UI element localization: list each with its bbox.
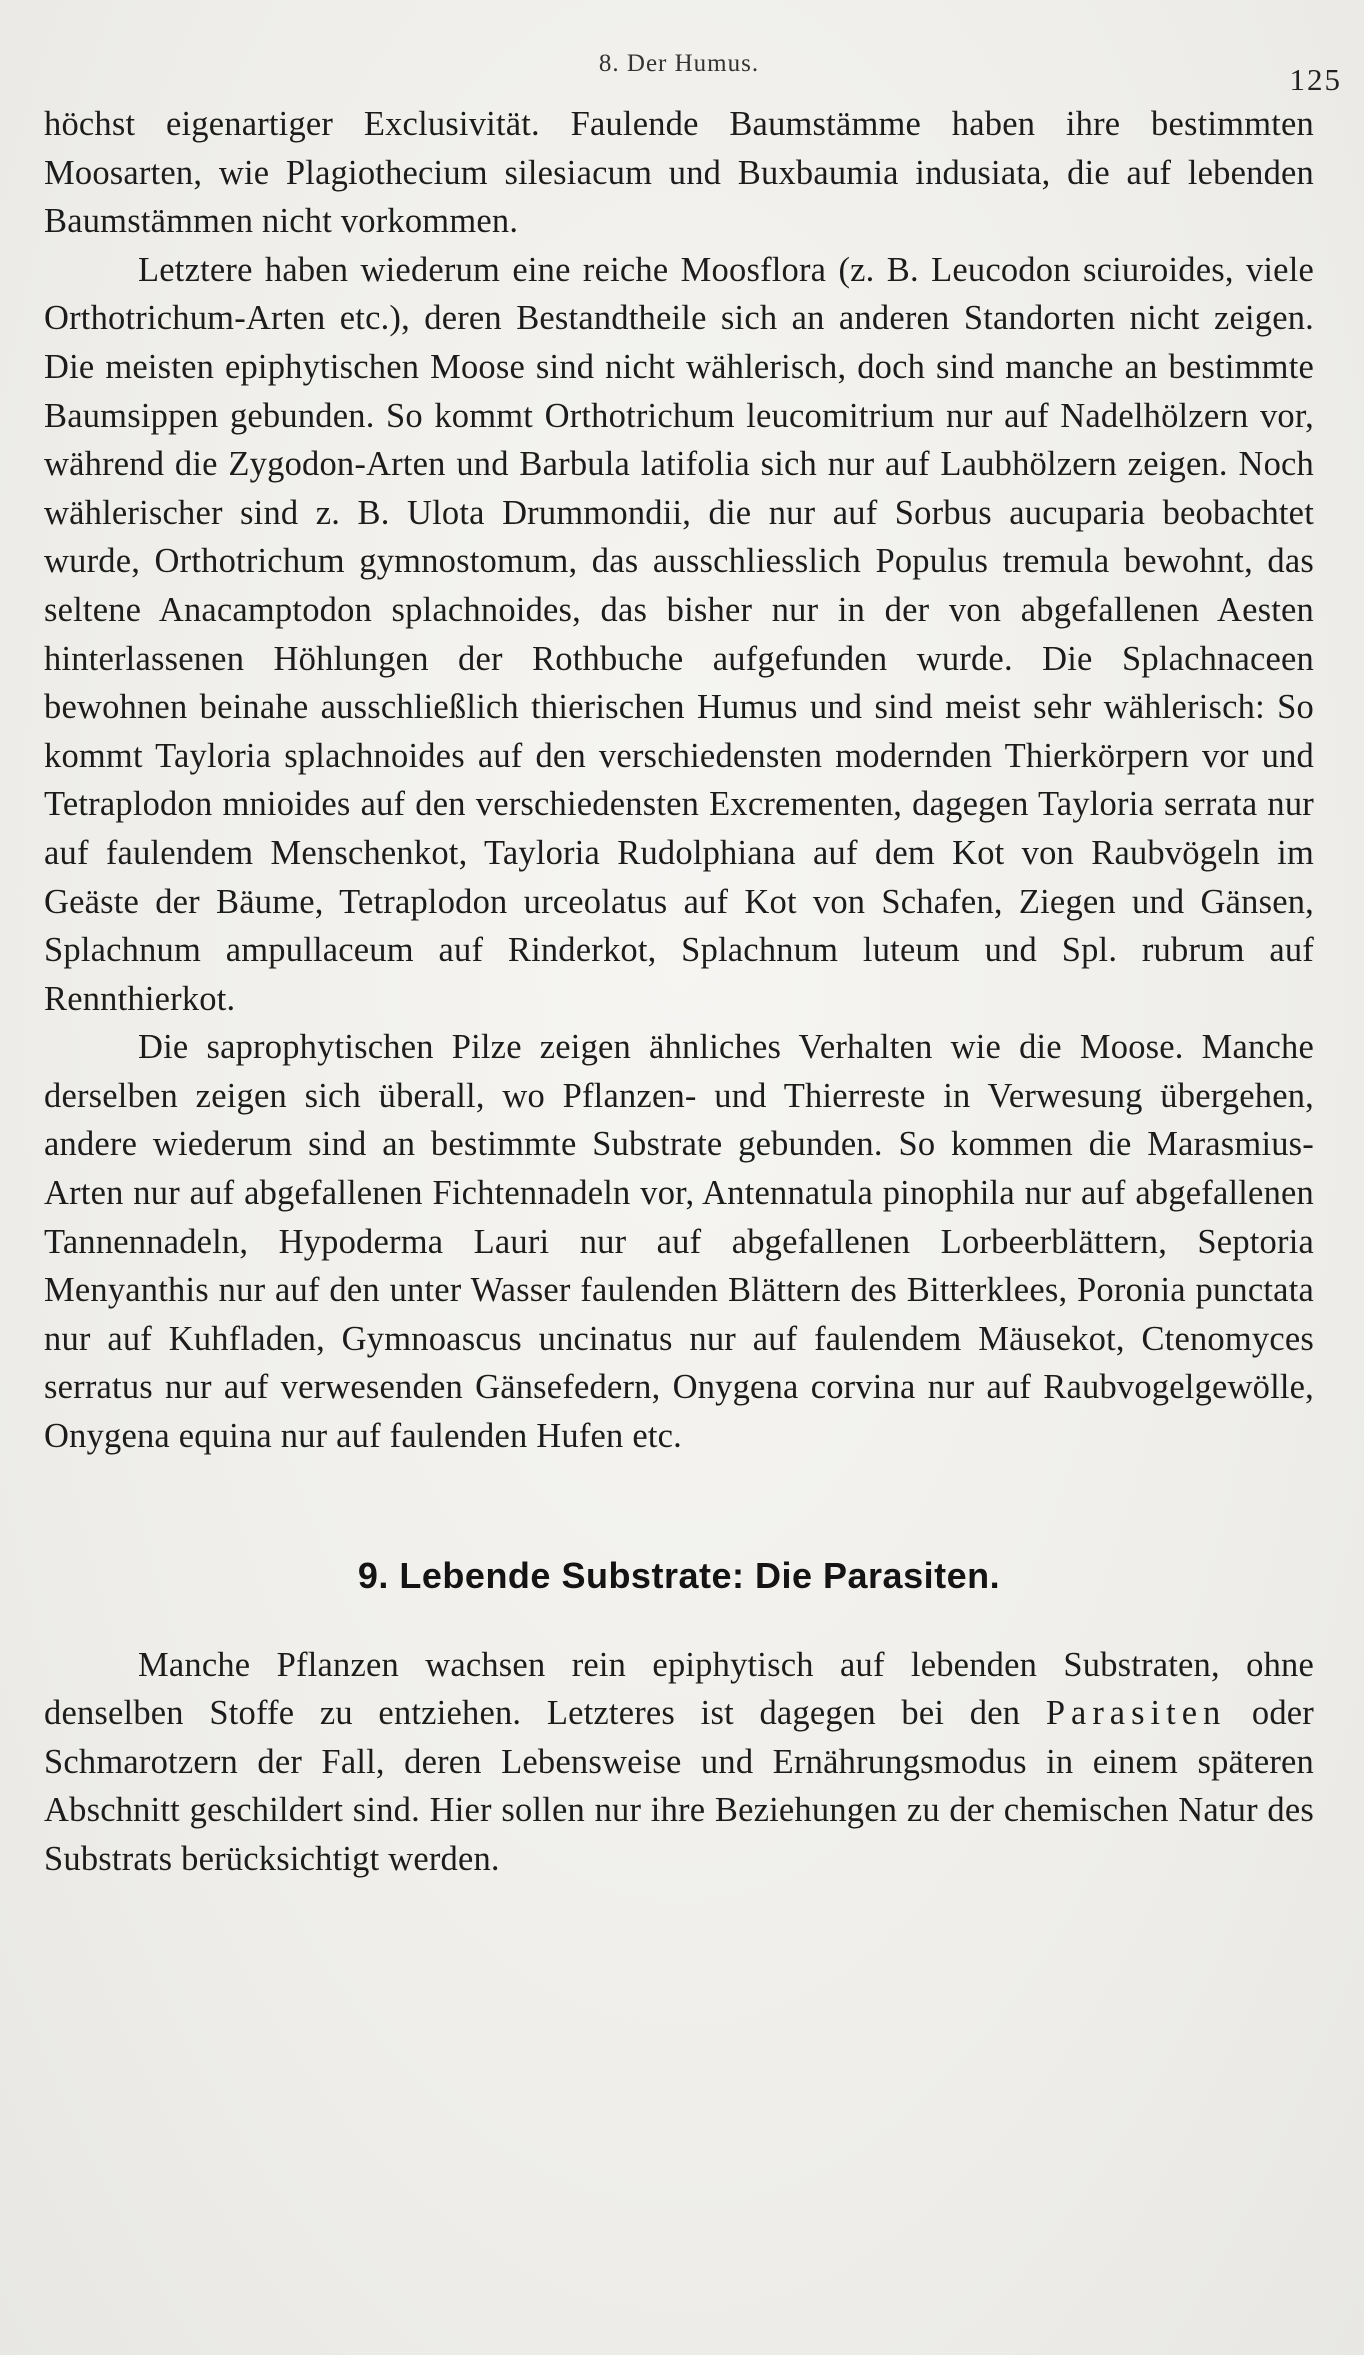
page-number: 125 bbox=[1289, 62, 1342, 97]
paragraph-parasites-part1: Manche Pflanzen wachsen rein epiphytisch auf lebenden Substraten, ohne denselben Stoffe zu entziehen. Letzteres ist dagegen bei den bbox=[44, 1645, 1314, 1733]
paragraph-continuation: höchst eigenartiger Exclusivität. Faulende Baumstämme haben ihre bestimmten Moosarten, wie Plagiothecium silesiacum und Buxbaumia indusiata, die auf lebenden Baumstämmen nicht vorkommen. bbox=[44, 105, 1314, 241]
paragraph-parasites-part2: oder Schmarotzern der Fall, deren Lebensweise und Ernährungsmodus in einem späteren Abschnitt geschildert sind. Hier sollen nur ihre Beziehungen zu der chemischen Natur des Substrats berücksichtigt werden. bbox=[44, 1694, 1314, 1878]
running-title: 8. Der Humus. bbox=[598, 50, 760, 77]
body-text bbox=[44, 100, 1314, 1884]
paragraph-parasites bbox=[44, 1641, 1314, 1884]
running-head bbox=[44, 40, 1342, 100]
book-page bbox=[44, 40, 1342, 1884]
paragraph-moss-epiphytes: Letztere haben wiederum eine reiche Moosflora (z. B. Leucodon sciuroides, viele Orthotrichum-Arten etc.), deren Bestandtheile sich an anderen Standorten nicht zeigen. Die meisten epiphytischen Moose sind nicht wählerisch, doch sind manche an bestimmte Baumsippen gebunden. So kommt Orthotrichum leucomitrium nur auf Nadelhölzern vor, während die Zygodon-Arten und Barbula latifolia sich nur auf Laubhölzern zeigen. Noch wählerischer sind z. B. Ulota Drummondii, die nur auf Sorbus aucuparia beobachtet wurde, Orthotrichum gymnostomum, das ausschliesslich Populus tremula bewohnt, das seltene Anacamptodon splachnoides, das bisher nur in der von abgefallenen Aesten hinterlassenen Höhlungen der Rothbuche aufgefunden wurde. Die Splachnaceen bewohnen beinahe ausschließlich thierischen Humus und sind meist sehr wählerisch: So kommt Tayloria splachnoides auf den verschiedensten modernden Thierkörpern vor und Tetraplodon mnioides auf den verschiedensten Excrementen, dagegen Tayloria serrata nur auf faulendem Menschenkot, Tayloria Rudolphiana auf dem Kot von Raubvögeln im Geäste der Bäume, Tetraplodon urceolatus auf Kot von Schafen, Ziegen und Gänsen, Splachnum ampullaceum auf Rinderkot, Splachnum luteum und Spl. rubrum auf Rennthierkot. bbox=[44, 250, 1314, 1018]
section-heading: 9. Lebende Substrate: Die Parasiten. bbox=[357, 1554, 1001, 1596]
spaced-term-parasiten: Parasiten bbox=[1045, 1694, 1227, 1733]
paragraph-saprophytic-fungi: Die saprophytischen Pilze zeigen ähnliches Verhalten wie die Moose. Manche derselben zeigen sich überall, wo Pflanzen- und Thierreste in Verwesung übergehen, andere wiederum sind an bestimmte Substrate gebunden. So kommen die Marasmius-Arten nur auf abgefallenen Fichtennadeln vor, Antennatula pinophila nur auf abgefallenen Tannennadeln, Hypoderma Lauri nur auf abgefallenen Lorbeerblättern, Septoria Menyanthis nur auf den unter Wasser faulenden Blättern des Bitterklees, Poronia punctata nur auf Kuhfladen, Gymnoascus uncinatus nur auf faulendem Mäusekot, Ctenomyces serratus nur auf verwesenden Gänsefedern, Onygena corvina nur auf Raubvogelgewölle, Onygena equina nur auf faulenden Hufen etc. bbox=[44, 1028, 1314, 1456]
